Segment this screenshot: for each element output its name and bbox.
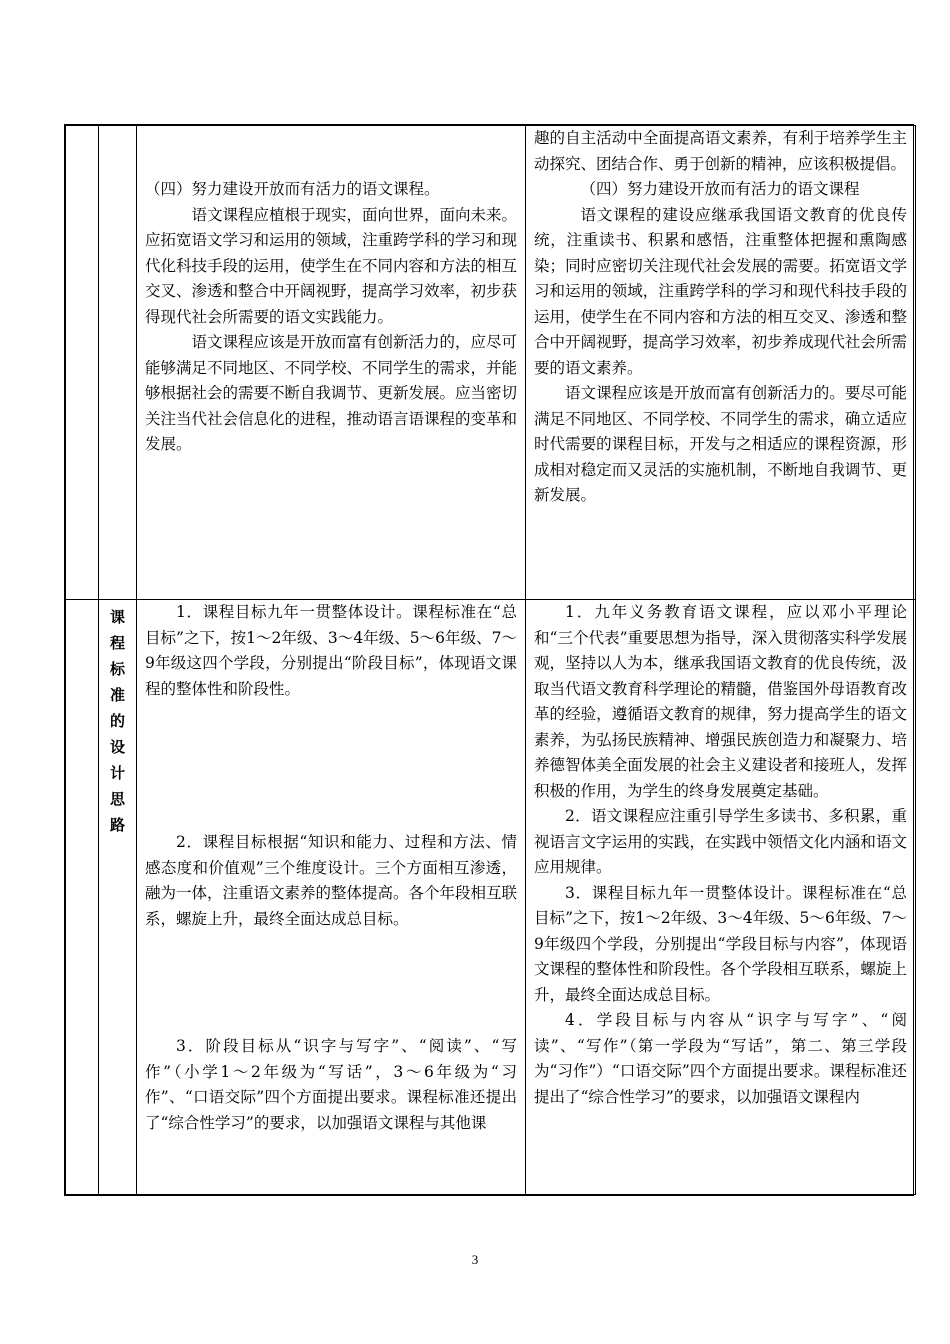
paragraph: 3．课程目标九年一贯整体设计。课程标准在“总目标”之下，按1～2年级、3～4年级、5～6年级、7～9年级四个学段，分别提出“学段目标与内容”，体现语文课程的整体性和阶段性。各个学段相互联系，螺旋上升，最终全面达成总目标。 bbox=[534, 883, 907, 1004]
paragraph: 语文课程的建设应继承我国语文教育的优良传统，注重读书、积累和感悟，注重整体把握和熏陶感染；同时应密切关注现代社会发展的需要。拓宽语文学习和运用的领域，注重跨学科的学习和现代科技手段的运用，使学生在不同内容和方法的相互交叉、渗透和整合中开阔视野，提高学习效率，初步养成现代社会所需要的语文素养。 bbox=[534, 205, 907, 377]
table-row bbox=[66, 600, 916, 1195]
paragraph: 语文课程应植根于现实，面向世界，面向未来。应拓宽语文学习和运用的领域，注重跨学科的学习和现代化科技手段的运用，使学生在不同内容和方法的相互交叉、渗透和整合中开阔视野，提高学习效率，初步获得现代社会所需要的语文实践能力。 bbox=[145, 205, 518, 326]
paragraph: （四）努力建设开放而有活力的语文课程 bbox=[580, 180, 860, 198]
paragraph: 2．语文课程应注重引导学生多读书、多积累，重视语言文字运用的实践，在实践中领悟文化内涵和语文应用规律。 bbox=[534, 807, 907, 876]
paragraph: 1．九年义务教育语文课程，应以邓小平理论和“三个代表”重要思想为指导，深入贯彻落实科学发展观，坚持以人为本，继承我国语文教育的优良传统，汲取当代语文教育科学理论的精髓，借鉴国外母语教育改革的经验，遵循语文教育的规律，努力提高学生的语文素养，为弘扬民族精神、增强民族创造力和凝聚力、培养德智体美全面发展的社会主义建设者和接班人，发挥积极的作用，为学生的终身发展奠定基础。 bbox=[534, 603, 907, 800]
old-standard-cell bbox=[137, 126, 526, 600]
row-label: 课 程 标 准 的 设 计 思 路 bbox=[99, 600, 137, 1195]
empty-label-cell bbox=[99, 126, 137, 600]
paragraph: 2．课程目标根据“知识和能力、过程和方法、情感态度和价值观”三个维度设计。三个方面相互渗透，融为一体，注重语文素养的整体提高。各个年段相互联系，螺旋上升，最终全面达成总目标。 bbox=[145, 833, 518, 928]
paragraph: 语文课程应该是开放而富有创新活力的，应尽可能够满足不同地区、不同学校、不同学生的需求，并能够根据社会的需要不断自我调节、更新发展。应当密切关注当代社会信息化的进程，推动语言语课程的变革和发展。 bbox=[145, 333, 518, 453]
new-standard-cell bbox=[526, 600, 916, 1195]
paragraph: 3．阶段目标从“识字与写字”、“阅读”、“写作”（小学1～2年级为“写话”，3～6年级为“习作”、“口语交际”四个方面提出要求。课程标准还提出了“综合性学习”的要求，以加强语文课程与其他课 bbox=[145, 1037, 517, 1132]
page-number: 3 bbox=[471, 1252, 479, 1267]
comparison-table bbox=[64, 124, 914, 1196]
empty-cell bbox=[66, 126, 99, 600]
new-standard-cell bbox=[526, 126, 916, 600]
empty-cell bbox=[66, 600, 99, 1195]
paragraph: 1．课程目标九年一贯整体设计。课程标准在“总目标”之下，按1～2年级、3～4年级、5～6年级、7～9年级这四个学段，分别提出“阶段目标”，体现语文课程的整体性和阶段性。 bbox=[145, 603, 517, 698]
paragraph: 语文课程应该是开放而富有创新活力的。要尽可能满足不同地区、不同学校、不同学生的需求，确立适应时代需要的课程目标，开发与之相适应的课程资源，形成相对稳定而又灵活的实施机制，不断地自我调节、更新发展。 bbox=[534, 384, 907, 504]
paragraph: 趣的自主活动中全面提高语文素养，有利于培养学生主动探究、团结合作、勇于创新的精神，应该积极提倡。 bbox=[534, 129, 907, 173]
old-standard-cell bbox=[137, 600, 526, 1195]
paragraph: 4．学段目标与内容从“识字与写字”、“阅读”、“写作”（第一学段为“写话”，第二、第三学段为“习作”）“口语交际”四个方面提出要求。课程标准还提出了“综合性学习”的要求，以加强语文课程内 bbox=[534, 1011, 907, 1106]
table-row bbox=[66, 126, 916, 600]
paragraph: （四）努力建设开放而有活力的语文课程。 bbox=[145, 180, 440, 198]
